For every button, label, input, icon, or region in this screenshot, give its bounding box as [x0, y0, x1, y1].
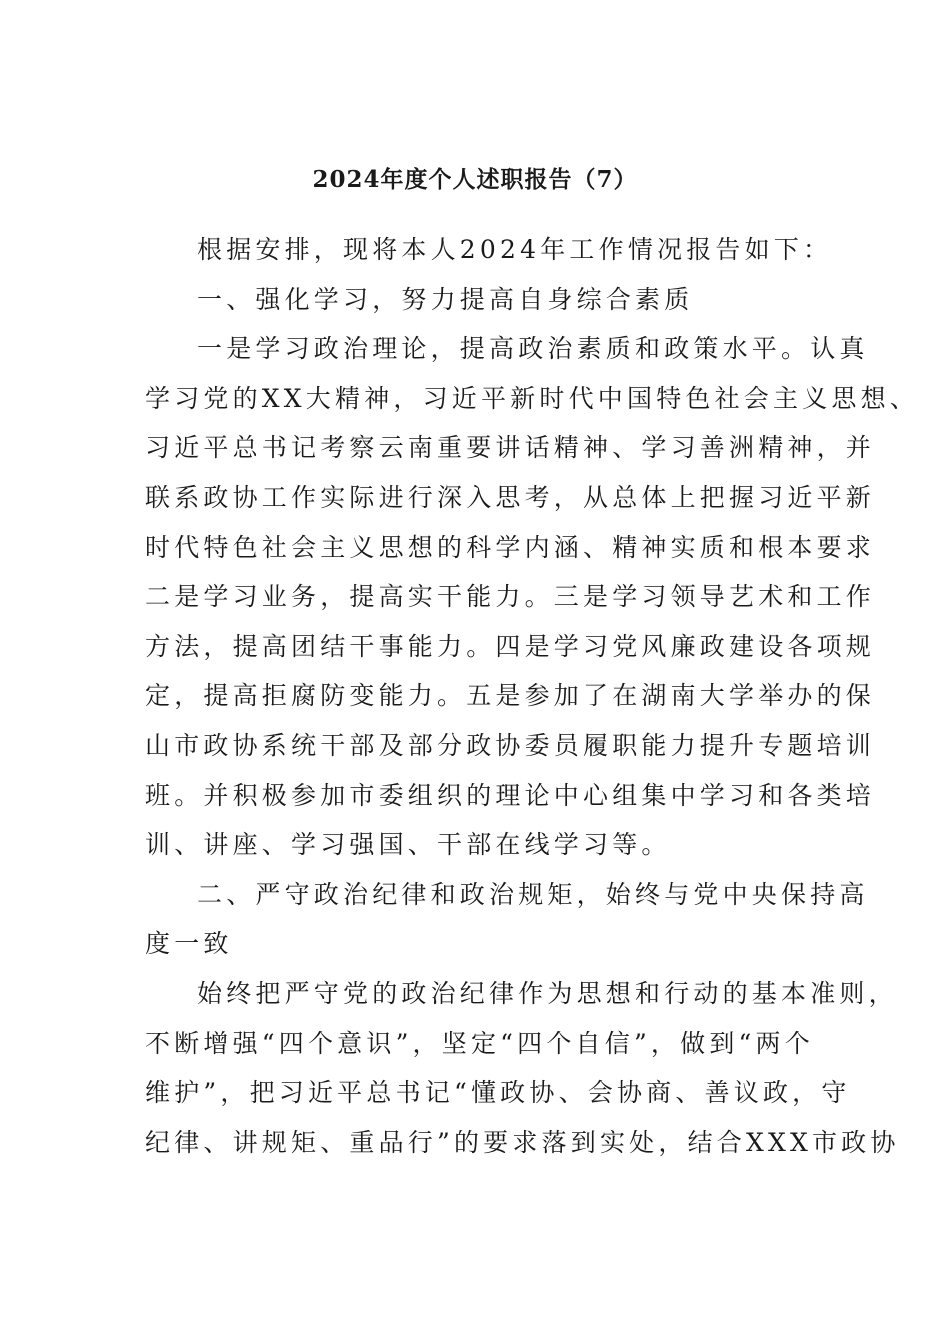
text-line: 二是学习业务，提高实干能力。三是学习领导艺术和工作 [145, 582, 876, 612]
document-body [145, 225, 919, 1167]
text-line: 一是学习政治理论，提高政治素质和政策水平。认真 [197, 334, 869, 364]
text-line: 始终把严守党的政治纪律作为思想和行动的基本准则， [197, 978, 898, 1008]
text-line: 训、讲座、学习强国、干部在线学习等。 [145, 830, 671, 860]
text-line: 纪律、讲规矩、重品行”的要求落到实处，结合XXX市政协 [145, 1127, 900, 1157]
text-line: 二、严守政治纪律和政治规矩，始终与党中央保持高 [197, 879, 869, 909]
text-line: 联系政协工作实际进行深入思考，从总体上把握习近平新 [145, 482, 876, 512]
text-line: 学习党的XX大精神，习近平新时代中国特色社会主义思想、 [145, 383, 919, 413]
document-title: 2024年度个人述职报告（7） [312, 166, 638, 193]
text-line: 定，提高拒腐防变能力。五是参加了在湖南大学举办的保 [145, 681, 876, 711]
text-line: 班。并积极参加市委组织的理论中心组集中学习和各类培 [145, 780, 876, 810]
text-line: 度一致 [145, 929, 233, 959]
text-line: 维护”，把习近平总书记“懂政协、会协商、善议政，守 [145, 1078, 851, 1108]
text-line: 不断增强“四个意识”，坚定“四个自信”，做到“两个 [145, 1028, 814, 1058]
text-line: 方法，提高团结干事能力。四是学习党风廉政建设各项规 [145, 631, 876, 661]
text-line: 一、强化学习，努力提高自身综合素质 [197, 284, 694, 314]
text-line: 时代特色社会主义思想的科学内涵、精神实质和根本要求 [145, 532, 876, 562]
text-line: 山市政协系统干部及部分政协委员履职能力提升专题培训 [145, 730, 876, 760]
text-line: 习近平总书记考察云南重要讲话精神、学习善洲精神，并 [145, 433, 876, 463]
text-line: 根据安排，现将本人2024年工作情况报告如下： [197, 235, 833, 264]
